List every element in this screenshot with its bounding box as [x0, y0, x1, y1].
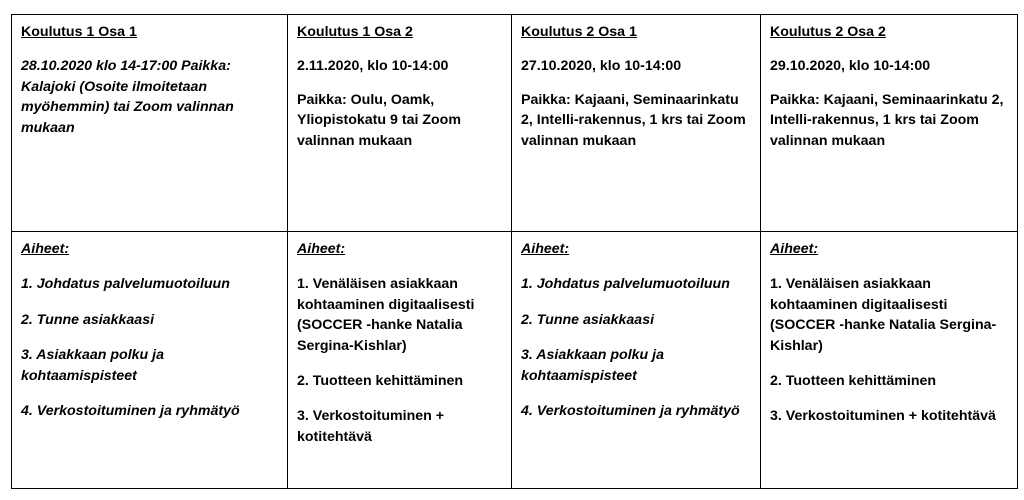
topic-item: 2. Tuotteen kehittäminen: [770, 373, 937, 390]
schedule-cell-k1-o2: [288, 15, 512, 232]
topic-item: 2. Tunne asiakkaasi: [521, 311, 655, 328]
topic-item: 1. Venäläisen asiakkaan kohtaaminen digitaalisesti (SOCCER -hanke Natalia Sergina-Kishlar): [297, 276, 475, 354]
place-text: Paikka: Kajaani, Seminaarinkatu 2, Intelli-rakennus, 1 krs tai Zoom valinnan mukaan: [770, 91, 1004, 149]
topic-item: 1. Johdatus palvelumuotoiluun: [521, 276, 730, 293]
schedule-cell-k2-o1: [512, 15, 761, 232]
topics-cell-k1-o1: [12, 232, 288, 489]
topic-item: 1. Johdatus palvelumuotoiluun: [21, 276, 230, 293]
topics-cell-k2-o1: [512, 232, 761, 489]
topics-cell-k2-o2: [761, 232, 1018, 489]
cell-title: Koulutus 1 Osa 2: [297, 24, 413, 40]
cell-title: Koulutus 2 Osa 1: [521, 24, 637, 40]
topic-item: 2. Tunne asiakkaasi: [21, 311, 155, 328]
topics-row: [12, 232, 1018, 489]
date-text: 2.11.2020, klo 10-14:00: [297, 58, 449, 75]
place-text: Paikka: Kajaani, Seminaarinkatu 2, Intelli-rakennus, 1 krs tai Zoom valinnan mukaan: [521, 91, 746, 149]
schedule-cell-k2-o2: [761, 15, 1018, 232]
topic-item: 1. Venäläisen asiakkaan kohtaaminen digitaalisesti (SOCCER -hanke Natalia Sergina-Kishlar): [770, 276, 997, 354]
cell-title: Koulutus 1 Osa 1: [21, 24, 137, 40]
topic-item: 3. Verkostoituminen + kotitehtävä: [770, 408, 996, 425]
topic-item: 4. Verkostoituminen ja ryhmätyö: [21, 403, 240, 420]
topic-item: 3. Asiakkaan polku ja kohtaamispisteet: [21, 347, 164, 384]
cell-title: Koulutus 2 Osa 2: [770, 24, 886, 40]
date-text: 27.10.2020, klo 10-14:00: [521, 58, 682, 75]
topic-item: 4. Verkostoituminen ja ryhmätyö: [521, 403, 740, 420]
topics-label: Aiheet:: [297, 241, 346, 257]
topic-item: 3. Verkostoituminen + kotitehtävä: [297, 408, 445, 445]
training-schedule-table: [11, 14, 1018, 489]
topics-cell-k1-o2: [288, 232, 512, 489]
place-text: Paikka: Oulu, Oamk, Yliopistokatu 9 tai Zoom valinnan mukaan: [297, 91, 461, 149]
schedule-row: [12, 15, 1018, 232]
topics-label: Aiheet:: [521, 241, 570, 257]
date-text: 29.10.2020, klo 10-14:00: [770, 58, 931, 75]
topic-item: 3. Asiakkaan polku ja kohtaamispisteet: [521, 347, 664, 384]
topic-item: 2. Tuotteen kehittäminen: [297, 373, 464, 390]
date-place-text: 28.10.2020 klo 14-17:00 Paikka: Kalajoki (Osoite ilmoitetaan myöhemmin) tai Zoom valinnan mukaan: [21, 58, 234, 136]
topics-label: Aiheet:: [21, 241, 70, 257]
topics-label: Aiheet:: [770, 241, 819, 257]
schedule-cell-k1-o1: [12, 15, 288, 232]
